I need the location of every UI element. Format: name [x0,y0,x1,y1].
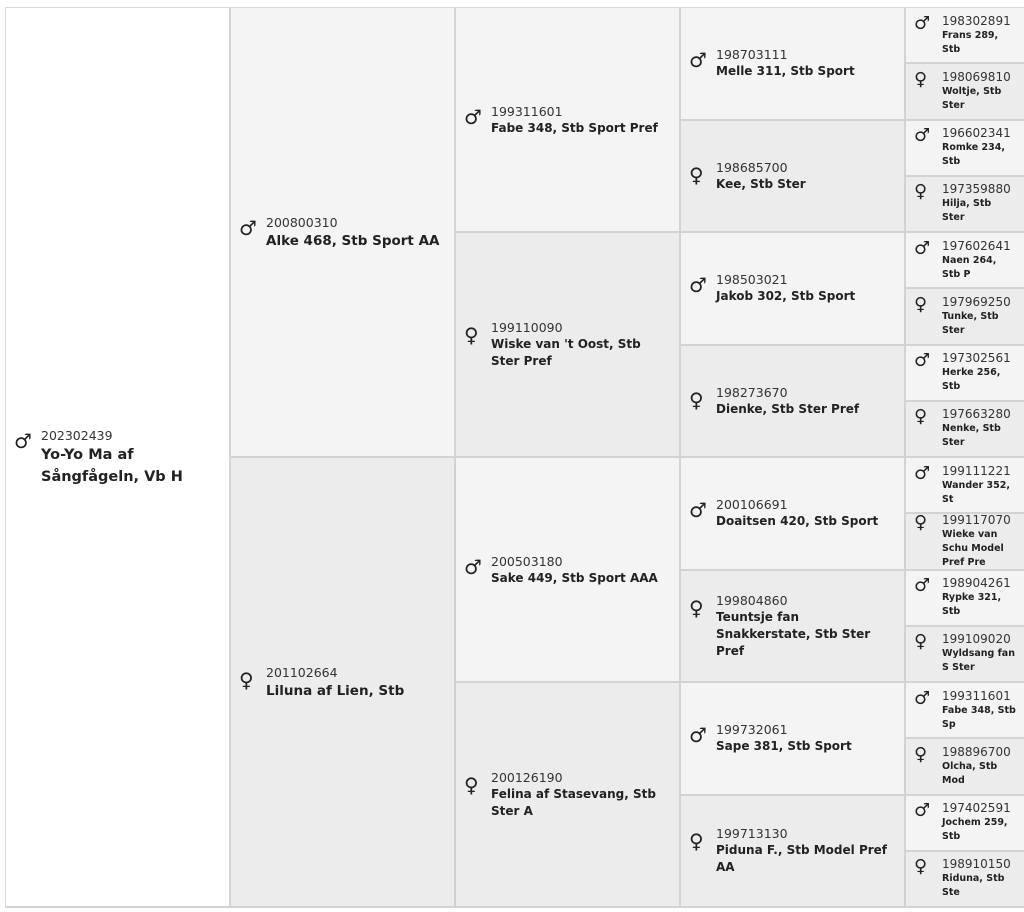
horse-name-link[interactable]: Teuntsje fan Snakkerstate, Stb Ster Pref [716,609,871,658]
male-icon: ♂ [14,428,32,453]
horse-entry[interactable] [456,769,679,820]
horse-name-link[interactable]: Wieke van Schu Model Pref Pre [942,528,1004,568]
horse-text [711,592,896,660]
horse-text [936,182,1017,225]
pedigree-cell[interactable] [906,739,1024,795]
registration-number: 198069810 [942,69,1011,84]
female-icon: ♀ [689,162,704,187]
horse-text [486,319,671,370]
female-icon: ♀ [914,743,928,765]
horse-entry[interactable] [681,592,904,660]
horse-entry[interactable] [681,496,886,530]
male-icon: ♂ [464,104,482,129]
horse-name-link[interactable]: Frans 289, Stb [942,29,999,55]
registration-number: 199311601 [942,688,1011,703]
registration-number: 198896700 [942,744,1011,759]
registration-number: 198685700 [716,159,788,175]
registration-number: 197969250 [942,294,1011,309]
horse-name-link[interactable]: Herke 256, Stb [942,367,1001,393]
horse-text [711,721,852,755]
horse-entry[interactable] [231,664,412,701]
horse-entry[interactable] [906,745,1017,788]
horse-name-link[interactable]: Naen 264, Stb P [942,254,997,280]
horse-name-link[interactable]: Jochem 259, Stb [942,817,1008,843]
horse-entry[interactable] [231,214,447,251]
pedigree-cell[interactable] [906,64,1024,120]
female-icon: ♀ [689,595,704,620]
horse-text [936,70,1017,113]
horse-name-link[interactable]: Alke 468, Stb Sport AA [266,232,440,249]
horse-entry[interactable] [906,126,1017,169]
horse-name-link[interactable]: Fabe 348, Stb Sport Pref [491,120,658,135]
horse-text [486,553,658,587]
male-icon: ♂ [239,215,257,240]
horse-name-link[interactable]: Liluna af Lien, Stb [266,682,405,699]
registration-number: 197402591 [942,801,1011,816]
pedigree-cell[interactable] [231,8,456,458]
pedigree-cell[interactable] [906,796,1024,852]
pedigree-cell[interactable] [681,683,906,796]
registration-number: 197302561 [942,351,1011,366]
horse-name-link[interactable]: Sake 449, Stb Sport AAA [491,570,658,585]
horse-entry[interactable] [906,14,1017,57]
registration-number: 197359880 [942,182,1011,197]
generation-4-column [906,8,1024,908]
horse-name-link[interactable]: Fabe 348, Stb Sp [942,704,1016,730]
horse-name-link[interactable]: Melle 311, Stb Sport [716,64,855,79]
horse-entry[interactable] [906,857,1017,900]
female-icon: ♀ [914,511,928,533]
registration-number: 199110090 [491,320,563,335]
horse-name-link[interactable]: Doaitsen 420, Stb Sport [716,514,879,529]
pedigree-cell[interactable] [456,458,681,683]
generation-3-column [681,8,906,908]
registration-number: 198503021 [716,272,788,288]
horse-entry[interactable] [456,103,666,137]
horse-text [936,351,1017,394]
horse-entry[interactable] [681,159,814,193]
registration-number: 198703111 [716,47,788,63]
horse-text [36,427,221,488]
horse-name-link[interactable]: Riduna, Stb Ste [942,873,1005,899]
registration-number: 197663280 [942,407,1011,422]
registration-number: 199117070 [942,512,1011,527]
pedigree-cell[interactable] [906,8,1024,64]
horse-text [936,239,1017,282]
horse-name-link[interactable]: Tunke, Stb Ster [942,310,999,336]
horse-entry[interactable] [906,632,1017,675]
horse-entry[interactable] [681,384,867,418]
pedigree-chart [5,7,1024,908]
registration-number: 198302891 [942,13,1011,28]
horse-name-link[interactable]: Sape 381, Stb Sport [716,739,852,754]
pedigree-cell[interactable] [681,571,906,684]
pedigree-cell[interactable] [906,458,1024,514]
horse-text [936,14,1017,57]
horse-name-link[interactable]: Wander 352, St [942,479,1010,505]
male-icon: ♂ [914,350,931,372]
pedigree-cell[interactable] [906,683,1024,739]
horse-entry[interactable] [456,553,666,587]
horse-name-link[interactable]: Kee, Stb Ster [716,176,806,191]
horse-text [936,689,1017,732]
horse-entry[interactable] [906,351,1017,394]
female-icon: ♀ [914,631,928,653]
horse-text [711,384,859,418]
pedigree-cell[interactable] [906,852,1024,908]
female-icon: ♀ [239,667,254,692]
registration-number: 199109020 [942,632,1011,647]
registration-number: 199111221 [942,463,1011,478]
horse-entry[interactable] [906,513,1017,570]
horse-text [936,745,1017,788]
pedigree-cell[interactable] [681,8,906,121]
pedigree-cell[interactable] [906,402,1024,458]
horse-entry[interactable] [681,46,863,80]
horse-text [936,632,1017,675]
male-icon: ♂ [689,48,707,73]
registration-number: 200800310 [266,214,338,230]
registration-number: 200126190 [491,770,563,785]
male-icon: ♂ [689,498,707,523]
pedigree-cell[interactable] [456,233,681,458]
horse-text [486,103,658,137]
generation-2-column [456,8,681,908]
female-icon: ♀ [464,773,479,797]
registration-number: 197602641 [942,238,1011,253]
horse-text [711,496,878,530]
horse-name-link[interactable]: Rypke 321, Stb [942,592,1002,618]
generation-0-column [6,8,231,908]
horse-entry[interactable] [906,295,1017,338]
female-icon: ♀ [689,387,704,412]
horse-entry[interactable] [906,182,1017,225]
male-icon: ♂ [914,687,931,709]
horse-text [711,159,806,193]
horse-name-link[interactable]: Olcha, Stb Mod [942,760,998,786]
horse-name-link[interactable]: Nenke, Stb Ster [942,423,1001,449]
horse-entry[interactable] [681,825,904,876]
horse-entry[interactable] [906,407,1017,450]
horse-text [711,825,896,876]
pedigree-cell[interactable] [681,121,906,234]
registration-number: 200503180 [491,553,563,569]
male-icon: ♂ [464,554,482,579]
pedigree-cell[interactable] [456,8,681,233]
pedigree-cell[interactable] [906,346,1024,402]
male-icon: ♂ [914,237,931,259]
pedigree-cell[interactable] [906,627,1024,683]
horse-text [936,295,1017,338]
horse-entry[interactable] [906,70,1017,113]
horse-name-link[interactable]: Woltje, Stb Ster [942,85,1002,111]
registration-number: 199311601 [491,103,563,119]
horse-text [261,664,404,701]
female-icon: ♀ [914,406,928,428]
pedigree-cell[interactable] [906,121,1024,177]
female-icon: ♀ [689,829,704,854]
registration-number: 198904261 [942,576,1011,591]
pedigree-cell[interactable] [906,233,1024,289]
registration-number: 196602341 [942,126,1011,141]
horse-entry[interactable] [906,464,1017,507]
pedigree-cell[interactable] [906,511,1024,570]
registration-number: 199732061 [716,722,788,738]
female-icon: ♀ [914,181,928,203]
horse-text [936,464,1017,507]
registration-number: 198910150 [942,857,1011,872]
female-icon: ♀ [464,323,479,347]
horse-text [936,801,1017,844]
horse-text [711,271,855,305]
horse-name-link[interactable]: Wiske van 't Oost, Stb Ster Pref [491,337,641,368]
female-icon: ♀ [914,293,928,315]
horse-name-link[interactable]: Dienke, Stb Ster Pref [716,401,860,416]
horse-text [936,513,1017,570]
horse-entry[interactable] [681,721,860,755]
horse-entry[interactable] [681,271,863,305]
horse-text [711,46,855,80]
pedigree-cell[interactable] [681,458,906,571]
pedigree-cell[interactable] [456,683,681,908]
horse-name-link[interactable]: Jakob 302, Stb Sport [716,289,856,304]
male-icon: ♂ [914,800,931,822]
male-icon: ♂ [914,462,931,484]
male-icon: ♂ [914,575,931,597]
horse-name-link[interactable]: Piduna F., Stb Model Pref AA [716,843,888,875]
male-icon: ♂ [914,12,931,34]
horse-name-link[interactable]: Hilja, Stb Ster [942,198,992,224]
pedigree-cell[interactable] [906,177,1024,233]
registration-number: 199713130 [716,826,788,842]
horse-entry[interactable] [906,576,1017,619]
horse-entry[interactable] [6,427,229,488]
pedigree-cell[interactable] [6,8,231,908]
horse-entry[interactable] [906,239,1017,282]
pedigree-cell[interactable] [231,458,456,908]
horse-text [936,857,1017,900]
horse-entry[interactable] [906,801,1017,844]
horse-entry[interactable] [906,689,1017,732]
horse-name-link[interactable]: Yo-Yo Ma af Sångfågeln, Vb H [41,446,183,485]
pedigree-cell[interactable] [681,796,906,909]
horse-text [486,769,671,820]
horse-name-link[interactable]: Wyldsang fan S Ster [942,648,1015,674]
generation-1-column [231,8,456,908]
horse-name-link[interactable]: Felina af Stasevang, Stb Ster A [491,787,656,818]
horse-text [936,126,1017,169]
pedigree-cell[interactable] [906,289,1024,345]
horse-text [261,214,439,251]
registration-number: 198273670 [716,384,788,400]
male-icon: ♂ [689,723,707,748]
pedigree-cell[interactable] [906,571,1024,627]
male-icon: ♂ [914,125,931,147]
female-icon: ♀ [914,68,928,90]
female-icon: ♀ [914,856,928,878]
registration-number: 202302439 [41,427,113,443]
horse-text [936,407,1017,450]
registration-number: 201102664 [266,664,338,680]
pedigree-cell[interactable] [681,346,906,459]
registration-number: 199804860 [716,592,788,608]
horse-entry[interactable] [456,319,679,370]
pedigree-cell[interactable] [681,233,906,346]
horse-name-link[interactable]: Romke 234, Stb [942,142,1005,168]
horse-text [936,576,1017,619]
registration-number: 200106691 [716,497,788,513]
male-icon: ♂ [689,273,707,298]
